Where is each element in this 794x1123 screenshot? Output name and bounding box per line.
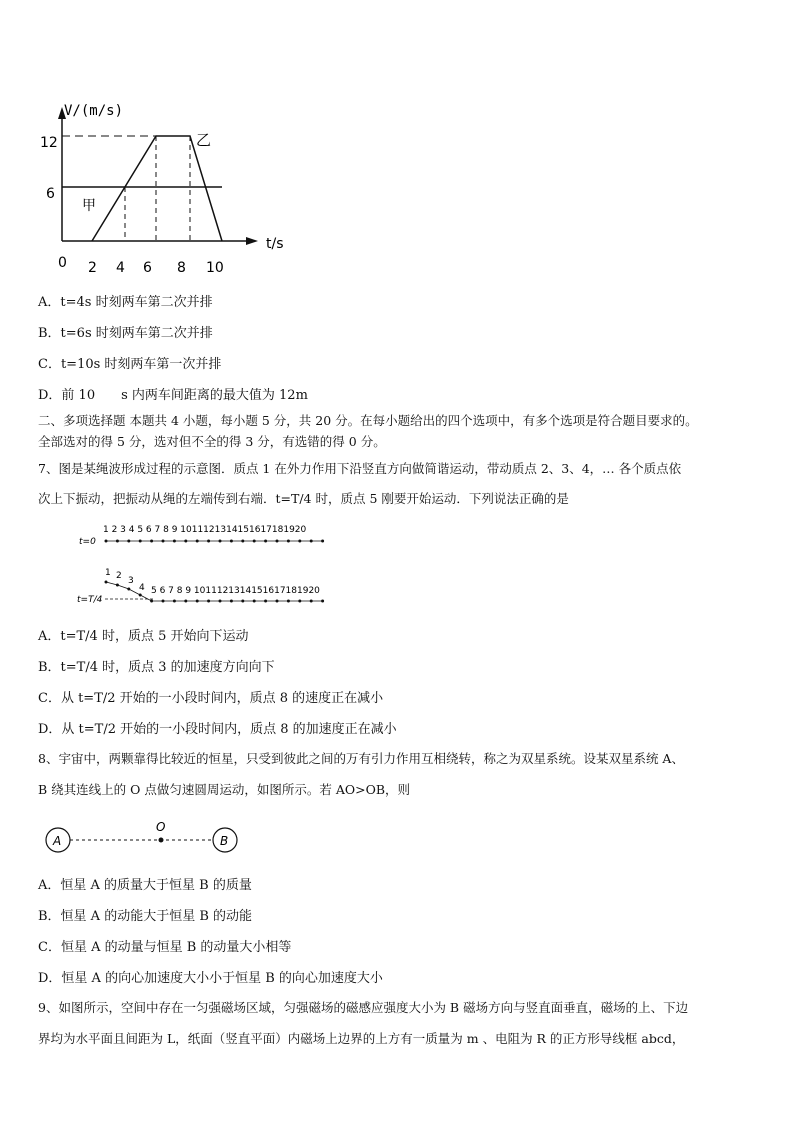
rope-particle <box>207 600 210 603</box>
rope-wave-figure <box>75 518 345 610</box>
x-axis-arrow <box>246 237 258 245</box>
q7-line2: 次上下振动，把振动从绳的左端传到右端．t=T/4 时，质点 5 刚要开始运动．下列说法正确的是 <box>38 491 569 506</box>
q6-option-d: D．前 10 s 内两车间距离的最大值为 12m <box>38 388 308 403</box>
rope-particle <box>139 594 142 597</box>
center-o <box>159 838 164 843</box>
rope-particle <box>264 600 267 603</box>
x-tick-4: 4 <box>116 260 125 276</box>
rope-particle <box>105 540 108 543</box>
q8-option-d: D．恒星 A 的向心加速度大小小于恒星 B 的向心加速度大小 <box>38 971 383 986</box>
label-t4: t=T/4 <box>77 595 103 605</box>
rope-particle <box>298 600 301 603</box>
rope-n2: 2 <box>116 571 122 581</box>
label-t0: t=0 <box>79 537 96 547</box>
q6-option-b: B．t=6s 时刻两车第二次并排 <box>38 326 213 341</box>
q9-line2: 界均为水平面且间距为 L，纸面（竖直平面）内磁场上边界的上方有一质量为 m 、电阻为 R 的正方形导线框 abcd， <box>38 1031 685 1046</box>
binary-star-figure <box>40 816 250 860</box>
rope-particle <box>207 540 210 543</box>
q6-option-c: C．t=10s 时刻两车第一次并排 <box>38 357 222 372</box>
rope-particle <box>150 600 153 603</box>
y-tick-6: 6 <box>46 186 55 202</box>
rope-particle <box>127 540 130 543</box>
rope-particle <box>173 540 176 543</box>
velocity-time-graph <box>30 95 300 285</box>
y-axis-label: V/(m/s) <box>64 103 124 119</box>
rope-particle <box>298 540 301 543</box>
star-b-label: B <box>220 834 229 848</box>
rope-particle <box>287 600 290 603</box>
rope-particle <box>184 600 187 603</box>
rope-particle <box>173 600 176 603</box>
x-axis-label: t/s <box>266 236 284 252</box>
rope-particle <box>310 540 313 543</box>
q8-option-a: A．恒星 A 的质量大于恒星 B 的质量 <box>38 878 252 893</box>
rope-particle <box>230 600 233 603</box>
rope-particle <box>162 540 165 543</box>
rope-particle <box>276 600 279 603</box>
x-tick-0: 0 <box>58 255 67 271</box>
rope-particle <box>196 600 199 603</box>
rope-particle <box>321 540 324 543</box>
x-tick-8: 8 <box>177 260 186 276</box>
rope-particle <box>287 540 290 543</box>
q7-option-b: B．t=T/4 时，质点 3 的加速度方向向下 <box>38 660 275 675</box>
rope-n3: 3 <box>128 576 134 586</box>
x-tick-2: 2 <box>88 260 97 276</box>
rope-particle <box>253 600 256 603</box>
rope-particle <box>264 540 267 543</box>
rope-particle <box>162 600 165 603</box>
rope-particle <box>310 600 313 603</box>
rope-particle <box>139 540 142 543</box>
rope-particle <box>116 540 119 543</box>
star-a-label: A <box>53 834 62 848</box>
q8-option-c: C．恒星 A 的动量与恒星 B 的动量大小相等 <box>38 940 292 955</box>
rope-n4: 4 <box>139 583 145 593</box>
rope-particle <box>241 540 244 543</box>
q7-option-d: D．从 t=T/2 开始的一小段时间内，质点 8 的加速度正在减小 <box>38 722 397 737</box>
line-yi <box>92 136 222 241</box>
center-o-label: O <box>156 820 166 834</box>
q6-option-a: A．t=4s 时刻两车第二次并排 <box>38 295 213 310</box>
rope-numbers-t0: 1 2 3 4 5 6 7 8 9 1011121314151617181920 <box>103 525 307 535</box>
y-tick-12: 12 <box>40 135 58 151</box>
q7-line1: 7、图是某绳波形成过程的示意图．质点 1 在外力作用下沿竖直方向做简谐运动，带动质点 2、3、4，… 各个质点依 <box>38 461 682 476</box>
rope-particle <box>127 588 130 591</box>
x-tick-10: 10 <box>206 260 224 276</box>
rope-particle <box>241 600 244 603</box>
x-tick-6: 6 <box>143 260 152 276</box>
rope-numbers-t4: 5 6 7 8 9 1011121314151617181920 <box>151 586 320 596</box>
rope-n1: 1 <box>105 568 111 578</box>
q8-line2: B 绕其连线上的 O 点做匀速圆周运动，如图所示。若 AO>OB，则 <box>38 782 411 797</box>
rope-particle <box>253 540 256 543</box>
rope-particle <box>116 584 119 587</box>
rope-particle <box>105 581 108 584</box>
label-yi: 乙 <box>196 131 212 149</box>
section2-line2: 全部选对的得 5 分，选对但不全的得 3 分，有选错的得 0 分。 <box>38 434 386 449</box>
rope-particle <box>276 540 279 543</box>
rope-t0 <box>105 540 325 543</box>
rope-particle <box>230 540 233 543</box>
rope-particle <box>219 600 222 603</box>
rope-particle <box>321 600 324 603</box>
q9-line1: 9、如图所示，空间中存在一匀强磁场区域，匀强磁场的磁感应强度大小为 B 磁场方向与竖直面垂直，磁场的上、下边 <box>38 1000 689 1015</box>
q8-option-b: B．恒星 A 的动能大于恒星 B 的动能 <box>38 909 253 924</box>
q8-line1: 8、宇宙中，两颗靠得比较近的恒星，只受到彼此之间的万有引力作用互相绕转，称之为双星系统。设某双星系统 A、 <box>38 751 684 766</box>
q7-option-a: A．t=T/4 时，质点 5 开始向下运动 <box>38 629 249 644</box>
q7-option-c: C．从 t=T/2 开始的一小段时间内，质点 8 的速度正在减小 <box>38 691 384 706</box>
rope-particle <box>150 540 153 543</box>
rope-particle <box>219 540 222 543</box>
rope-particle <box>184 540 187 543</box>
section2-line1: 二、多项选择题 本题共 4 小题，每小题 5 分，共 20 分。在每小题给出的四个选项中，有多个选项是符合题目要求的。 <box>38 413 698 428</box>
rope-particle <box>196 540 199 543</box>
label-jia: 甲 <box>82 198 96 214</box>
